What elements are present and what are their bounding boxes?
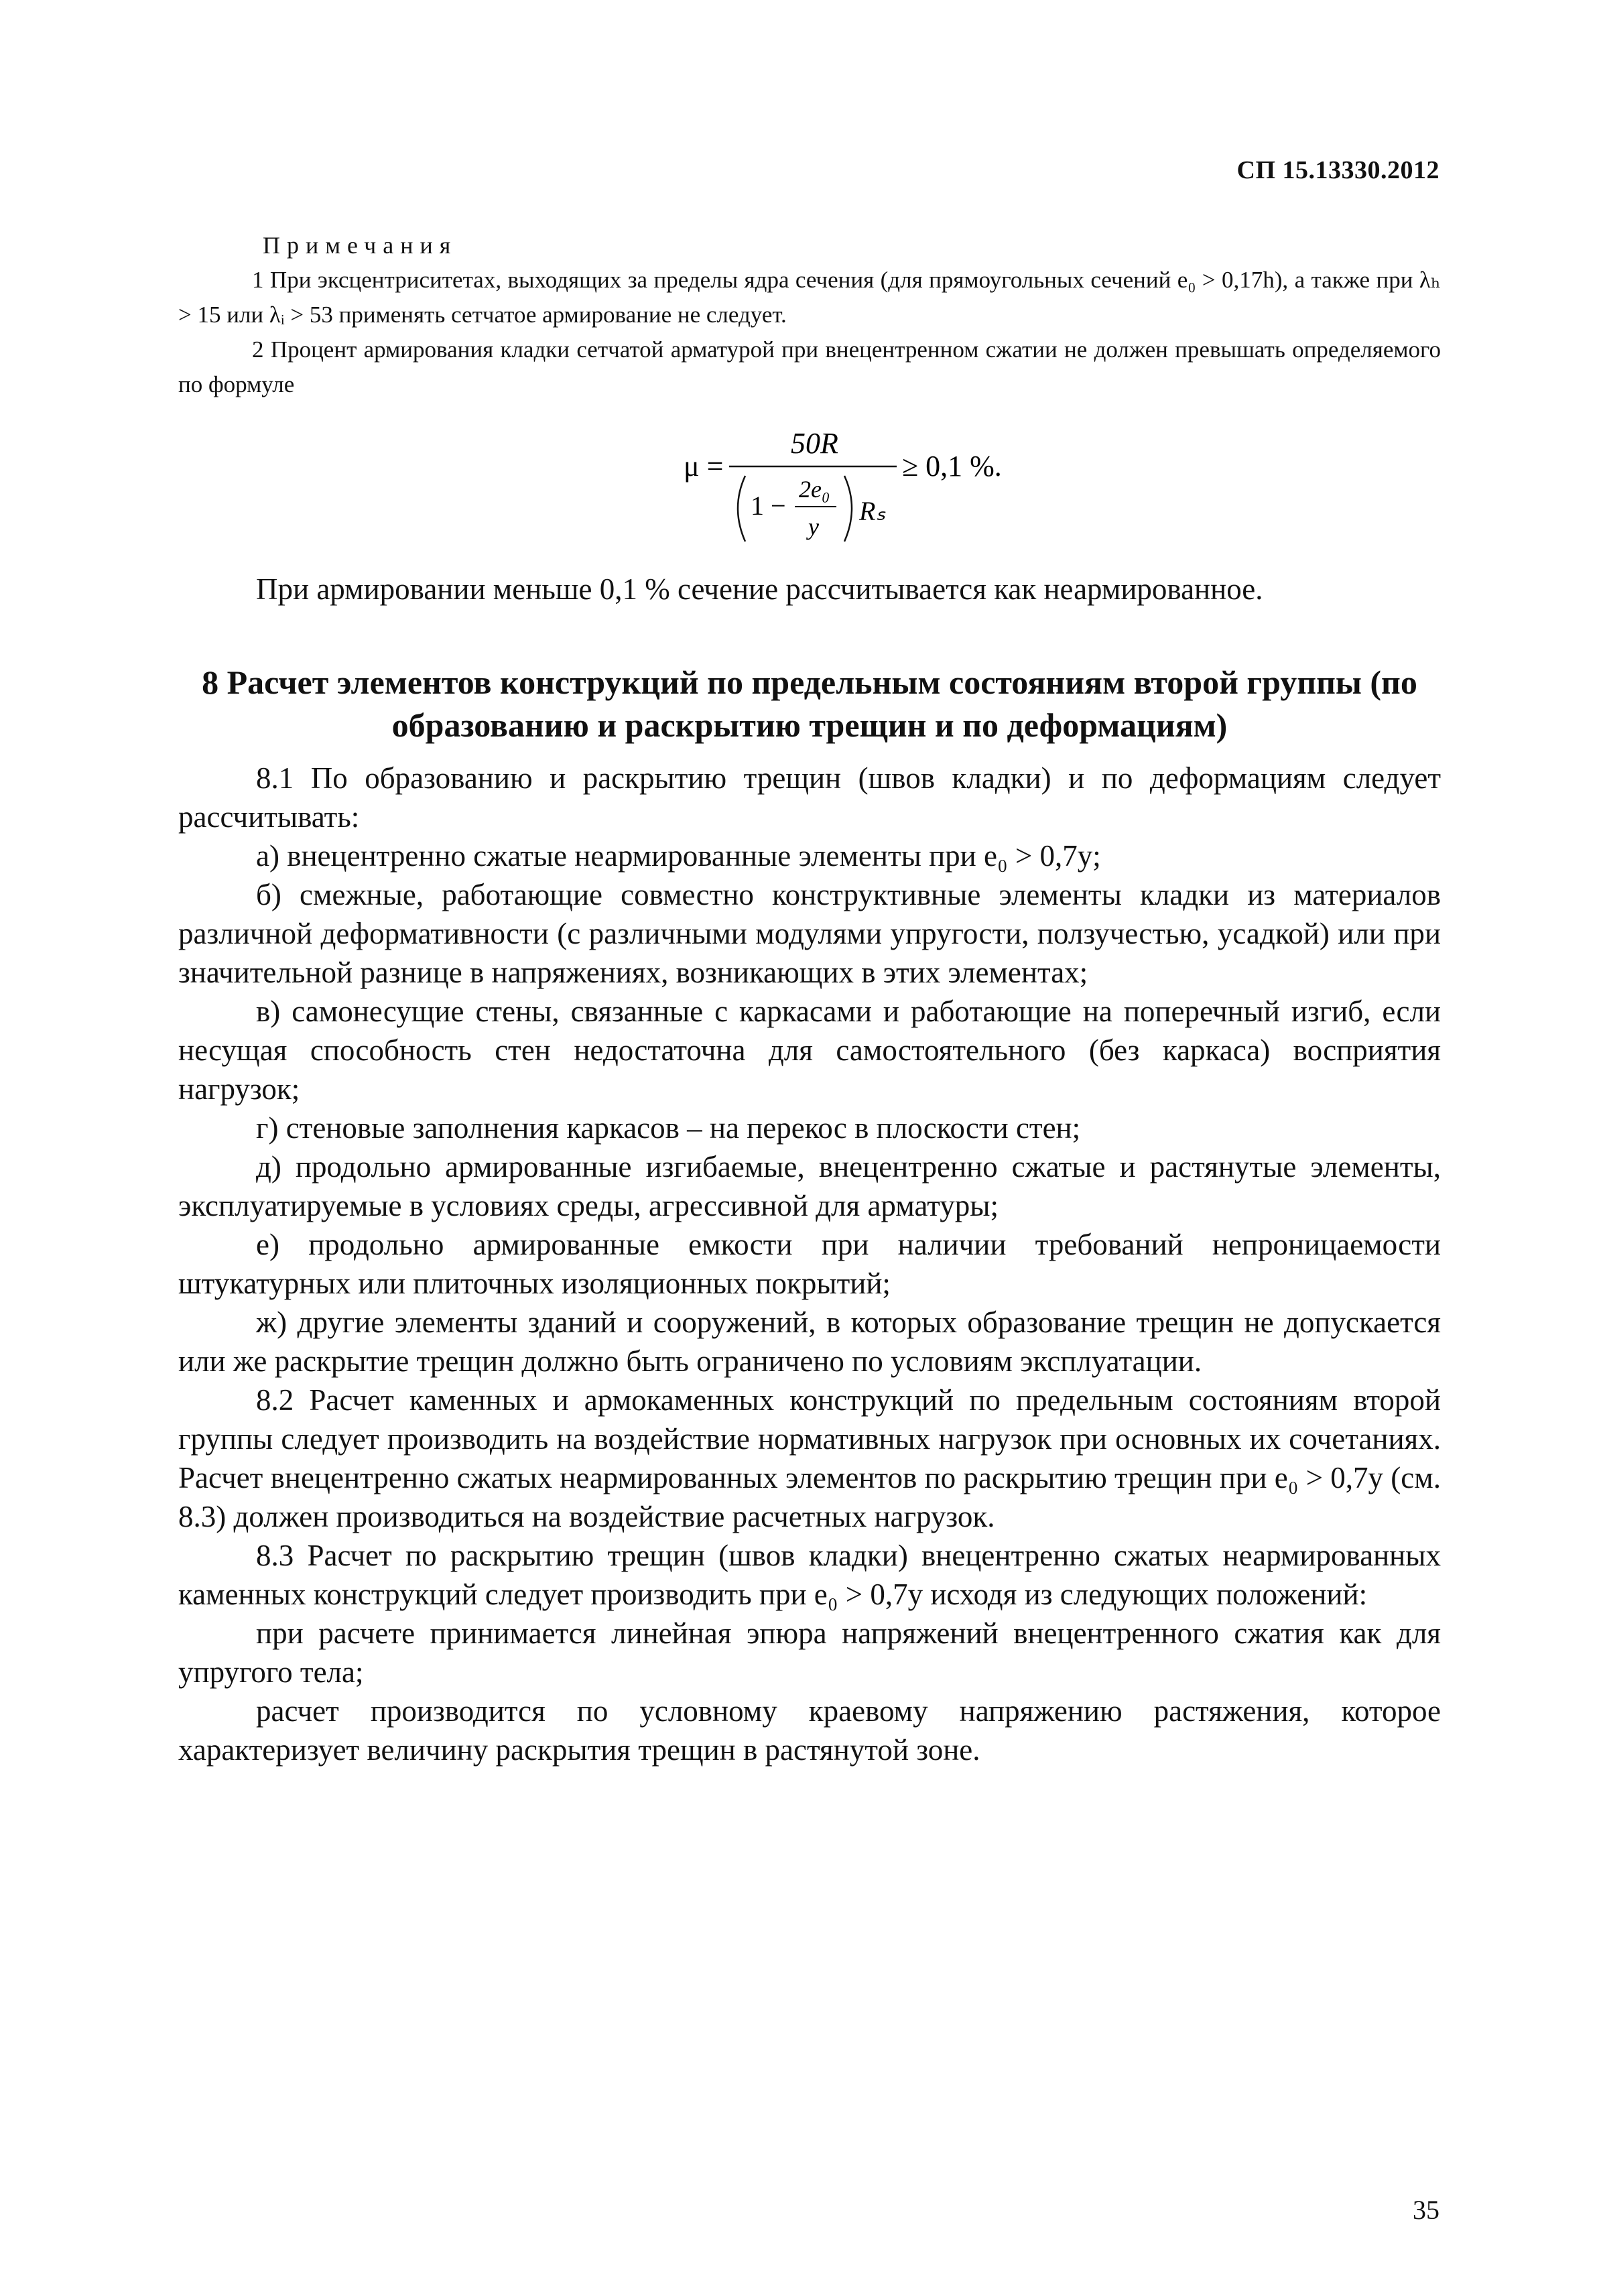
notes-heading: Примечания <box>263 232 458 259</box>
formula-inner-numerator: 2e₀ <box>799 476 830 503</box>
note-2: 2 Процент армирования кладки сетчатой арматурой при внецентренном сжатии не должен превышать определяемого по формуле <box>178 336 1441 397</box>
list-item-d: д) продольно армированные изгибаемые, внецентренно сжатые и растянутые элементы, эксплуатируемые в условиях среды, агрессивной для арматуры; <box>178 1150 1441 1222</box>
paragraph-8-3: 8.3 Расчет по раскрытию трещин (швов кладки) внецентренно сжатых неармированных каменных конструкций следует производить при e₀ > 0,7y исходя из следующих положений: <box>178 1539 1441 1611</box>
formula-svg <box>684 414 1032 555</box>
after-formula-text: При армировании меньше 0,1 % сечение рассчитывается как неармированное. <box>256 572 1263 606</box>
formula-lhs: μ = <box>684 450 724 483</box>
formula-rs: Rₛ <box>859 496 886 526</box>
formula-left-paren <box>738 476 745 541</box>
document-code: СП 15.13330.2012 <box>1236 156 1440 184</box>
paragraph-8-3-b: расчет производится по условному краевому напряжению растяжения, которое характеризует величину раскрытия трещин в растянутой зоне. <box>178 1694 1441 1767</box>
after-formula-block <box>178 570 1441 609</box>
formula-rhs: ≥ 0,1 %. <box>902 450 1002 483</box>
section-body <box>178 759 1441 1769</box>
paragraph-8-3-a: при расчете принимается линейная эпюра напряжений внецентренного сжатия как для упругого тела; <box>178 1616 1441 1689</box>
paragraph-8-1: 8.1 По образованию и раскрытию трещин (швов кладки) и по деформациям следует рассчитывать: <box>178 761 1441 834</box>
notes-block <box>178 228 1441 402</box>
list-item-e: е) продольно армированные емкости при наличии требований непроницаемости штукатурных или плиточных изоляционных покрытий; <box>178 1228 1441 1300</box>
page-number: 35 <box>1413 2195 1440 2225</box>
list-item-g: г) стеновые заполнения каркасов – на перекос в плоскости стен; <box>256 1111 1081 1145</box>
list-item-zh: ж) другие элементы зданий и сооружений, в которых образование трещин не допускается или же раскрытие трещин должно быть ограничено по условиям эксплуатации. <box>178 1305 1441 1378</box>
formula-numerator: 50R <box>791 427 838 460</box>
paragraph-8-2: 8.2 Расчет каменных и армокаменных конструкций по предельным состояниям второй группы следует производить на воздействие нормативных нагрузок при основных их сочетаниях. Расчет внецентренно сжатых неармированных элементов по раскрытию трещин при e₀ > 0,7y (см. 8.3) должен производиться на воздействие расчетных нагрузок. <box>178 1383 1441 1533</box>
list-item-a: а) внецентренно сжатые неармированные элементы при e₀ > 0,7y; <box>256 839 1101 873</box>
list-item-b: б) смежные, работающие совместно конструктивные элементы кладки из материалов различной деформативности (с различными модулями упругости, ползучестью, усадкой) или при значительной разнице в напряжениях, возникающих в этих элементах; <box>178 878 1441 989</box>
formula-one-minus: 1 − <box>751 491 786 521</box>
reinforcement-formula <box>684 414 1032 555</box>
formula-right-paren <box>844 476 852 541</box>
note-1: 1 При эксцентриситетах, выходящих за пределы ядра сечения (для прямоугольных сечений e₀ > 0,17h), а также при λₕ > 15 или λᵢ > 53 применять сетчатое армирование не следует. <box>178 267 1441 328</box>
list-item-v: в) самонесущие стены, связанные с каркасами и работающие на поперечный изгиб, если несущая способность стен недостаточна для самостоятельного (без каркаса) восприятия нагрузок; <box>178 995 1441 1106</box>
formula-inner-denominator: y <box>808 513 819 540</box>
section-heading: 8 Расчет элементов конструкций по предельным состояниям второй группы (по образованию и раскрытию трещин и по деформациям) <box>202 663 1417 744</box>
